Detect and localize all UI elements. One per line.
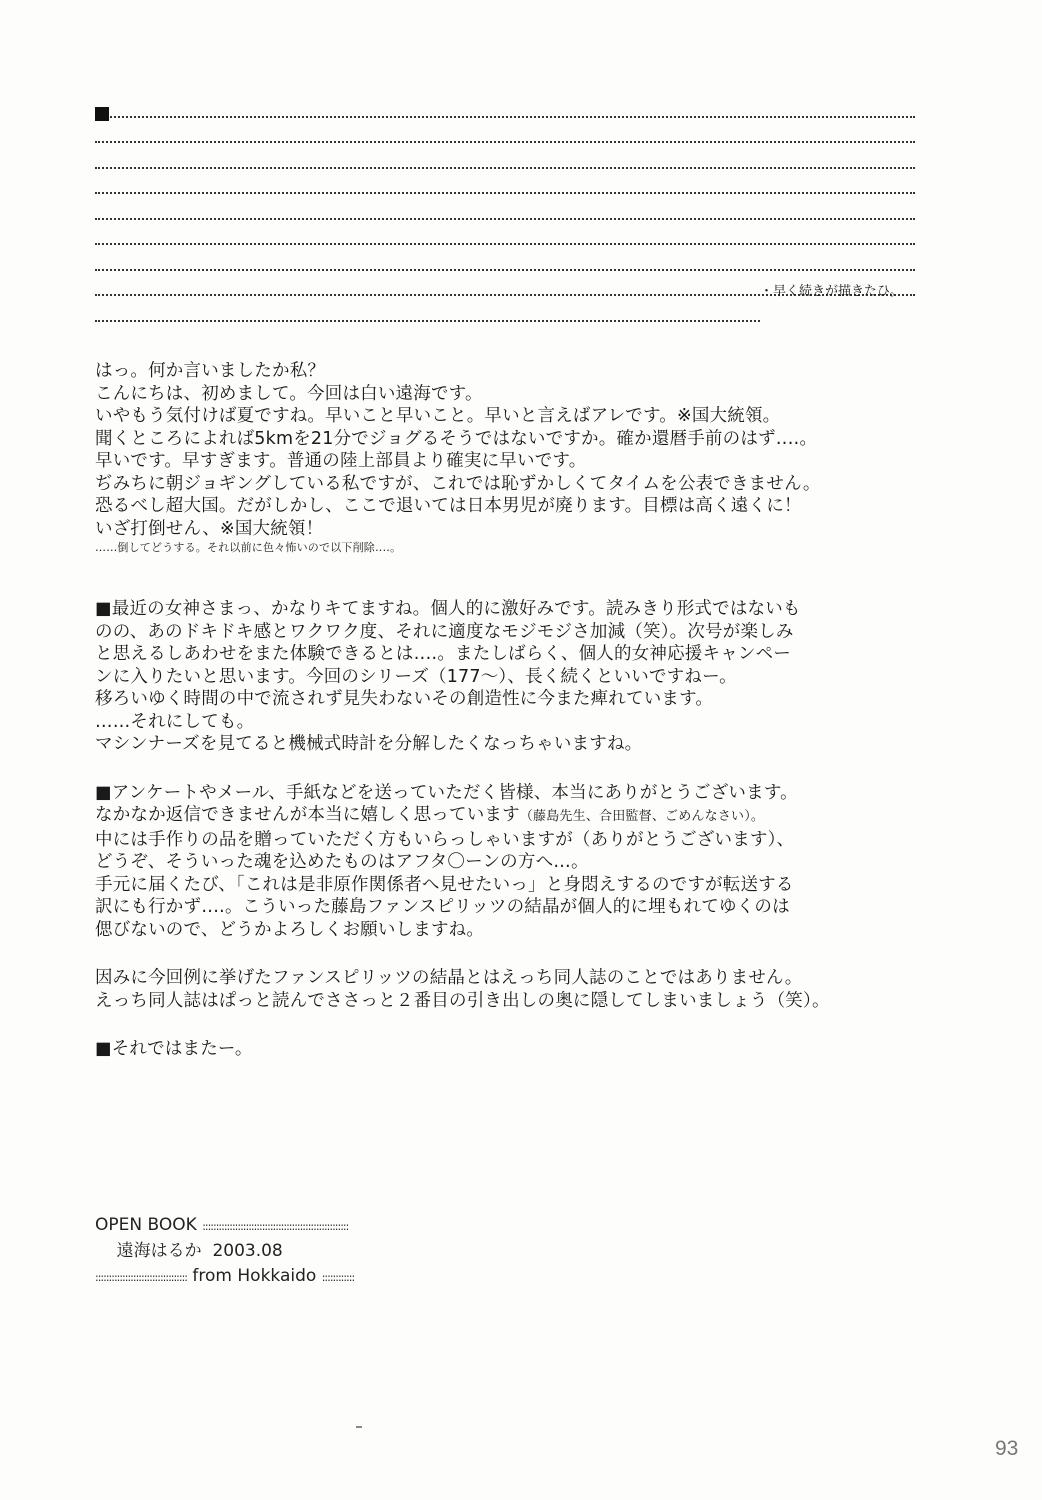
aside-note: ……倒してどうする。それ以前に色々怖いので以下削除‥‥。 [95, 541, 402, 554]
text-line: 訳にも行かず‥‥。こういった藤島ファンスピリッツの結晶が個人的に埋もれてゆくのは [95, 897, 790, 917]
signature-title: OPEN BOOK [95, 1215, 197, 1235]
text-line: 中には手作りの品を贈っていただく方もいらっしゃいますが（ありがとうございます）、 [95, 829, 795, 850]
text-line: はっ。何か言いましたか私？ [95, 361, 326, 381]
text-line: 恐るべし超大国。だがしかし、ここで退いては日本男児が廃ります。目標は高く遠くに！ [95, 496, 802, 516]
paragraph-gap [95, 1012, 955, 1038]
paragraph-gap [95, 941, 955, 967]
text-line: 聞くところによれば5kmを21分でジョグるそうではないですか。確か還暦手前のはず‥‥。 [95, 428, 818, 449]
text-line: 偲びないので、どうかよろしくお願いしますね。 [95, 919, 485, 940]
text-line: ■アンケートやメール、手紙などを送っていただく皆様、本当にありがとうございます。 [95, 782, 798, 803]
dotted-rule: :::::::::::::::::::::::::::::::::: [95, 1271, 188, 1284]
dotted-line [95, 220, 915, 246]
paragraph-gap [95, 756, 955, 782]
scan-mark [356, 1426, 362, 1428]
text-line: 早いです。早すぎます。普通の陸上部員より確実に早いです。 [95, 451, 587, 471]
text-line: ……それにしても。 [95, 711, 255, 732]
dotted-line [95, 245, 915, 271]
signature-author-row [95, 1239, 354, 1264]
text-line: ぢみちに朝ジョギングしている私ですが、これでは恥ずかしくてタイムを公表できません。 [95, 473, 821, 494]
page-number: 93 [995, 1437, 1019, 1460]
dotted-line [95, 118, 915, 144]
paragraph-gap [95, 556, 955, 598]
signature-block [95, 1213, 354, 1290]
text-line [95, 804, 955, 829]
text-line: 手元に届くたび、「これは是非原作関係者へ見せたいっ」と身悶えするのですが転送する [95, 874, 794, 895]
text-line: ンに入りたいと思います。今回のシリーズ（177～）、長く続くといいですねー。 [95, 666, 737, 687]
dotted-rule: :::::::::::::::::::::::::::::::::::::::::::::::::::::: [202, 1220, 349, 1233]
text-line: 因みに今回例に挙げたファンスピリッツの結晶とはえっち同人誌のことではありません。 [95, 968, 803, 988]
text-line: ■最近の女神さまっ、かなりキてますね。個人的に激好みです。読みきり形式ではないも [95, 599, 801, 619]
dotted-rule: :::::::::::: [321, 1271, 355, 1284]
text-span: なかなか返信できませんが本当に嬉しく思っています [95, 805, 520, 825]
signature-author: 遠海はるか [116, 1241, 202, 1261]
text-line: と思えるしあわせをまた体験できるとは‥‥。またしばらく、個人的女神応援キャンペー [95, 644, 792, 664]
text-line: どうぞ、そういった魂を込めたものはアフタ〇ーンの方へ…。 [95, 852, 589, 872]
text-line: こんにちは、初めまして。今回は白い遠海です。 [95, 383, 483, 404]
dotted-line [95, 92, 915, 118]
text-line: いやもう気付けば夏ですね。早いこと早いこと。早いと言えばアレです。※国大統領。 [95, 406, 781, 426]
aside-note: （藤島先生、合田監督、ごめんなさい）。 [519, 809, 765, 824]
dotted-line [95, 169, 915, 195]
dotted-line [95, 143, 915, 169]
text-line: いざ打倒せん、※国大統領！ [95, 518, 324, 539]
text-line: のの、あのドキドキ感とワクワク度、それに適度なモジモジさ加減（笑）。次号が楽しみ [95, 621, 794, 642]
body-text [95, 360, 955, 1061]
text-line: マシンナーズを見てると機械式時計を分解したくなっちゃいますね。 [95, 734, 643, 754]
signature-title-row [95, 1213, 354, 1239]
dotted-line [95, 194, 915, 220]
text-line: えっち同人誌はぱっと読んでささっと２番目の引き出しの奥に隠してしまいましょう（笑）。 [95, 990, 830, 1011]
dotted-header [95, 92, 915, 322]
header-tail-text: ・早く続きが描きたひ。 [760, 284, 903, 299]
dotted-line [95, 296, 760, 322]
signature-date: 2003.08 [212, 1241, 283, 1261]
signature-location: from Hokkaido [192, 1266, 317, 1286]
text-line: ■それではまたー。 [95, 1039, 253, 1059]
text-line: 移ろいゆく時間の中で流されず見失わないその創造性に今また痺れています。 [95, 689, 714, 709]
signature-location-row [95, 1264, 354, 1290]
